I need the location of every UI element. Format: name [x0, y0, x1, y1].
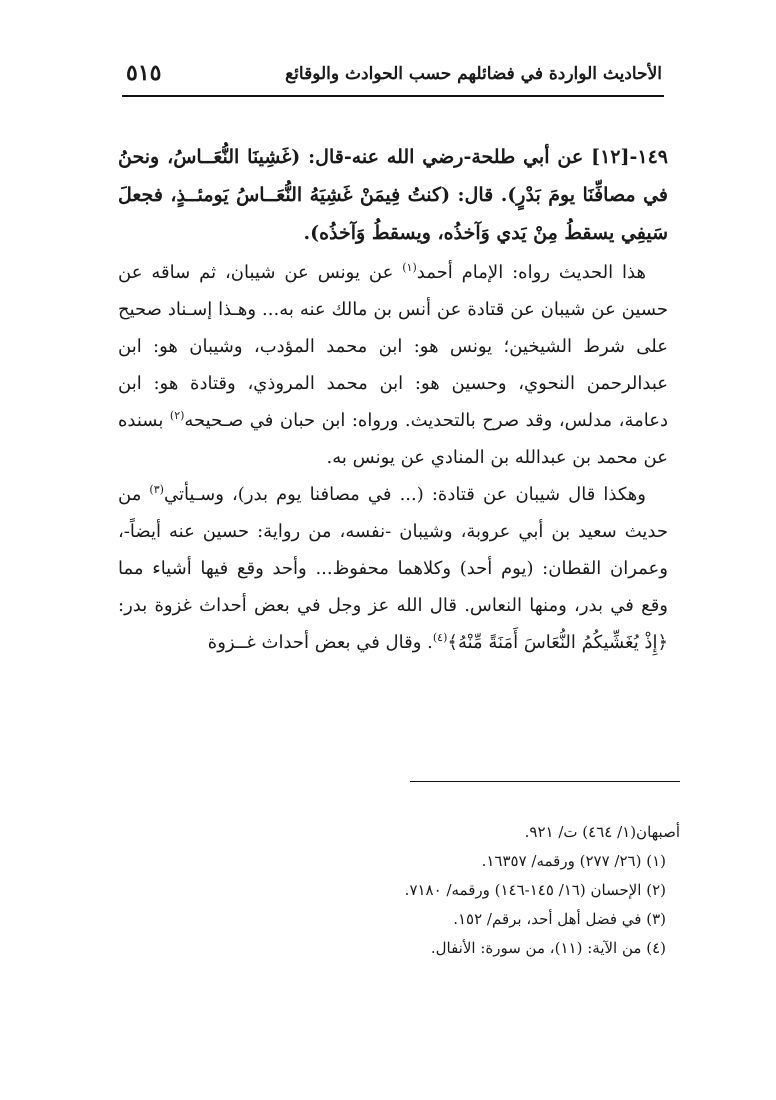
paragraph-text: بسنده عن محمد بن عبدالله بن المنادي عن يونس به. — [118, 410, 668, 468]
page-number: ٥١٥ — [126, 60, 162, 86]
paragraph-text: . وقال في بعض أحداث غــزوة — [207, 632, 433, 653]
footnote-3: (٣) في فضل أهل أحد، برقم/ ١٥٢. — [453, 910, 666, 928]
footnote-ref-1[interactable]: (١) — [402, 261, 417, 274]
running-title: الأحاديث الواردة في فضائلهم حسب الحوادث والوقائع — [285, 64, 662, 84]
header-divider — [122, 95, 664, 97]
paragraph-text: وهكذا قال شيبان عن قتادة: (... في مصافنا يوم بدر)، وسـيأتي — [163, 484, 646, 505]
page-header — [122, 58, 662, 98]
hadith-text — [118, 138, 668, 252]
hadith-body: عن أبي طلحة-رضي الله عنه-قال: (غَشِينَا النُّعَــاسُ، ونحنُ في مصافِّنَا يومَ بَدْرٍ). قال: (كنتُ فِيمَنْ غَشِيَهُ النُّعَــاسُ يَومئــذٍ، فجعلَ سَيفِي يسقطُ مِنْ يَدي وَآخذُه، ويسقطُ وَآخذُه). — [118, 146, 668, 244]
footnote-2: (٢) الإحسان (١٦/ ١٤٥-١٤٦) ورقمه/ ٧١٨٠. — [404, 881, 666, 899]
footnote-ref-3[interactable]: (٣) — [149, 483, 164, 496]
hadith-number: ١٤٩-[١٢] — [591, 146, 668, 168]
paragraph-discussion — [118, 476, 668, 661]
paragraph-text: من حديث سعيد بن أبي عروبة، وشيبان -نفسه، من رواية: حسين عنه أيضاً-، وعمران القطان: (يوم أحد) وكلاهما محفوظ... وأحد وقع فيها أشياء مما وقع في بدر، ومنها النعاس. قال الله عز وجل في بعض أحداث غزوة بدر: ﴿إِذْ يُغَشِّيكُمُ النُّعَاسَ أَمَنَةً مِّنْهُ﴾ — [118, 484, 668, 653]
paragraph-text: عن يونس عن شيبان، ثم ساقه عن حسين عن شيبان عن قتادة عن أنس بن مالك عنه به... وهـذا إسـناد صحيح على شرط الشيخين؛ يونس هو: ابن محمد المؤدب، وشيبان هو: ابن عبدالرحمن النحوي، وحسين هو: ابن محمد المروذي، وقتادة هو: ابن دعامة، مدلس، وقد صرح بالتحديث. ورواه: ابن حبان في صـحيحه — [118, 262, 669, 431]
main-text — [118, 138, 668, 661]
footnote-divider — [410, 781, 680, 782]
footnotes — [330, 818, 680, 963]
paragraph-text: هذا الحديث رواه: الإمام أحمد — [416, 262, 646, 283]
paragraph-takhrij — [118, 254, 668, 476]
footnote-continuation: أصبهان(١/ ٤٦٤) ت/ ٩٢١. — [524, 823, 680, 841]
footnote-ref-2[interactable]: (٢) — [169, 409, 185, 422]
footnote-1: (١) (٢٦/ ٢٧٧) ورقمه/ ١٦٣٥٧. — [481, 852, 666, 870]
footnote-ref-4[interactable]: (٤) — [432, 631, 448, 644]
footnote-4: (٤) من الآية: (١١)، من سورة: الأنفال. — [430, 939, 666, 957]
